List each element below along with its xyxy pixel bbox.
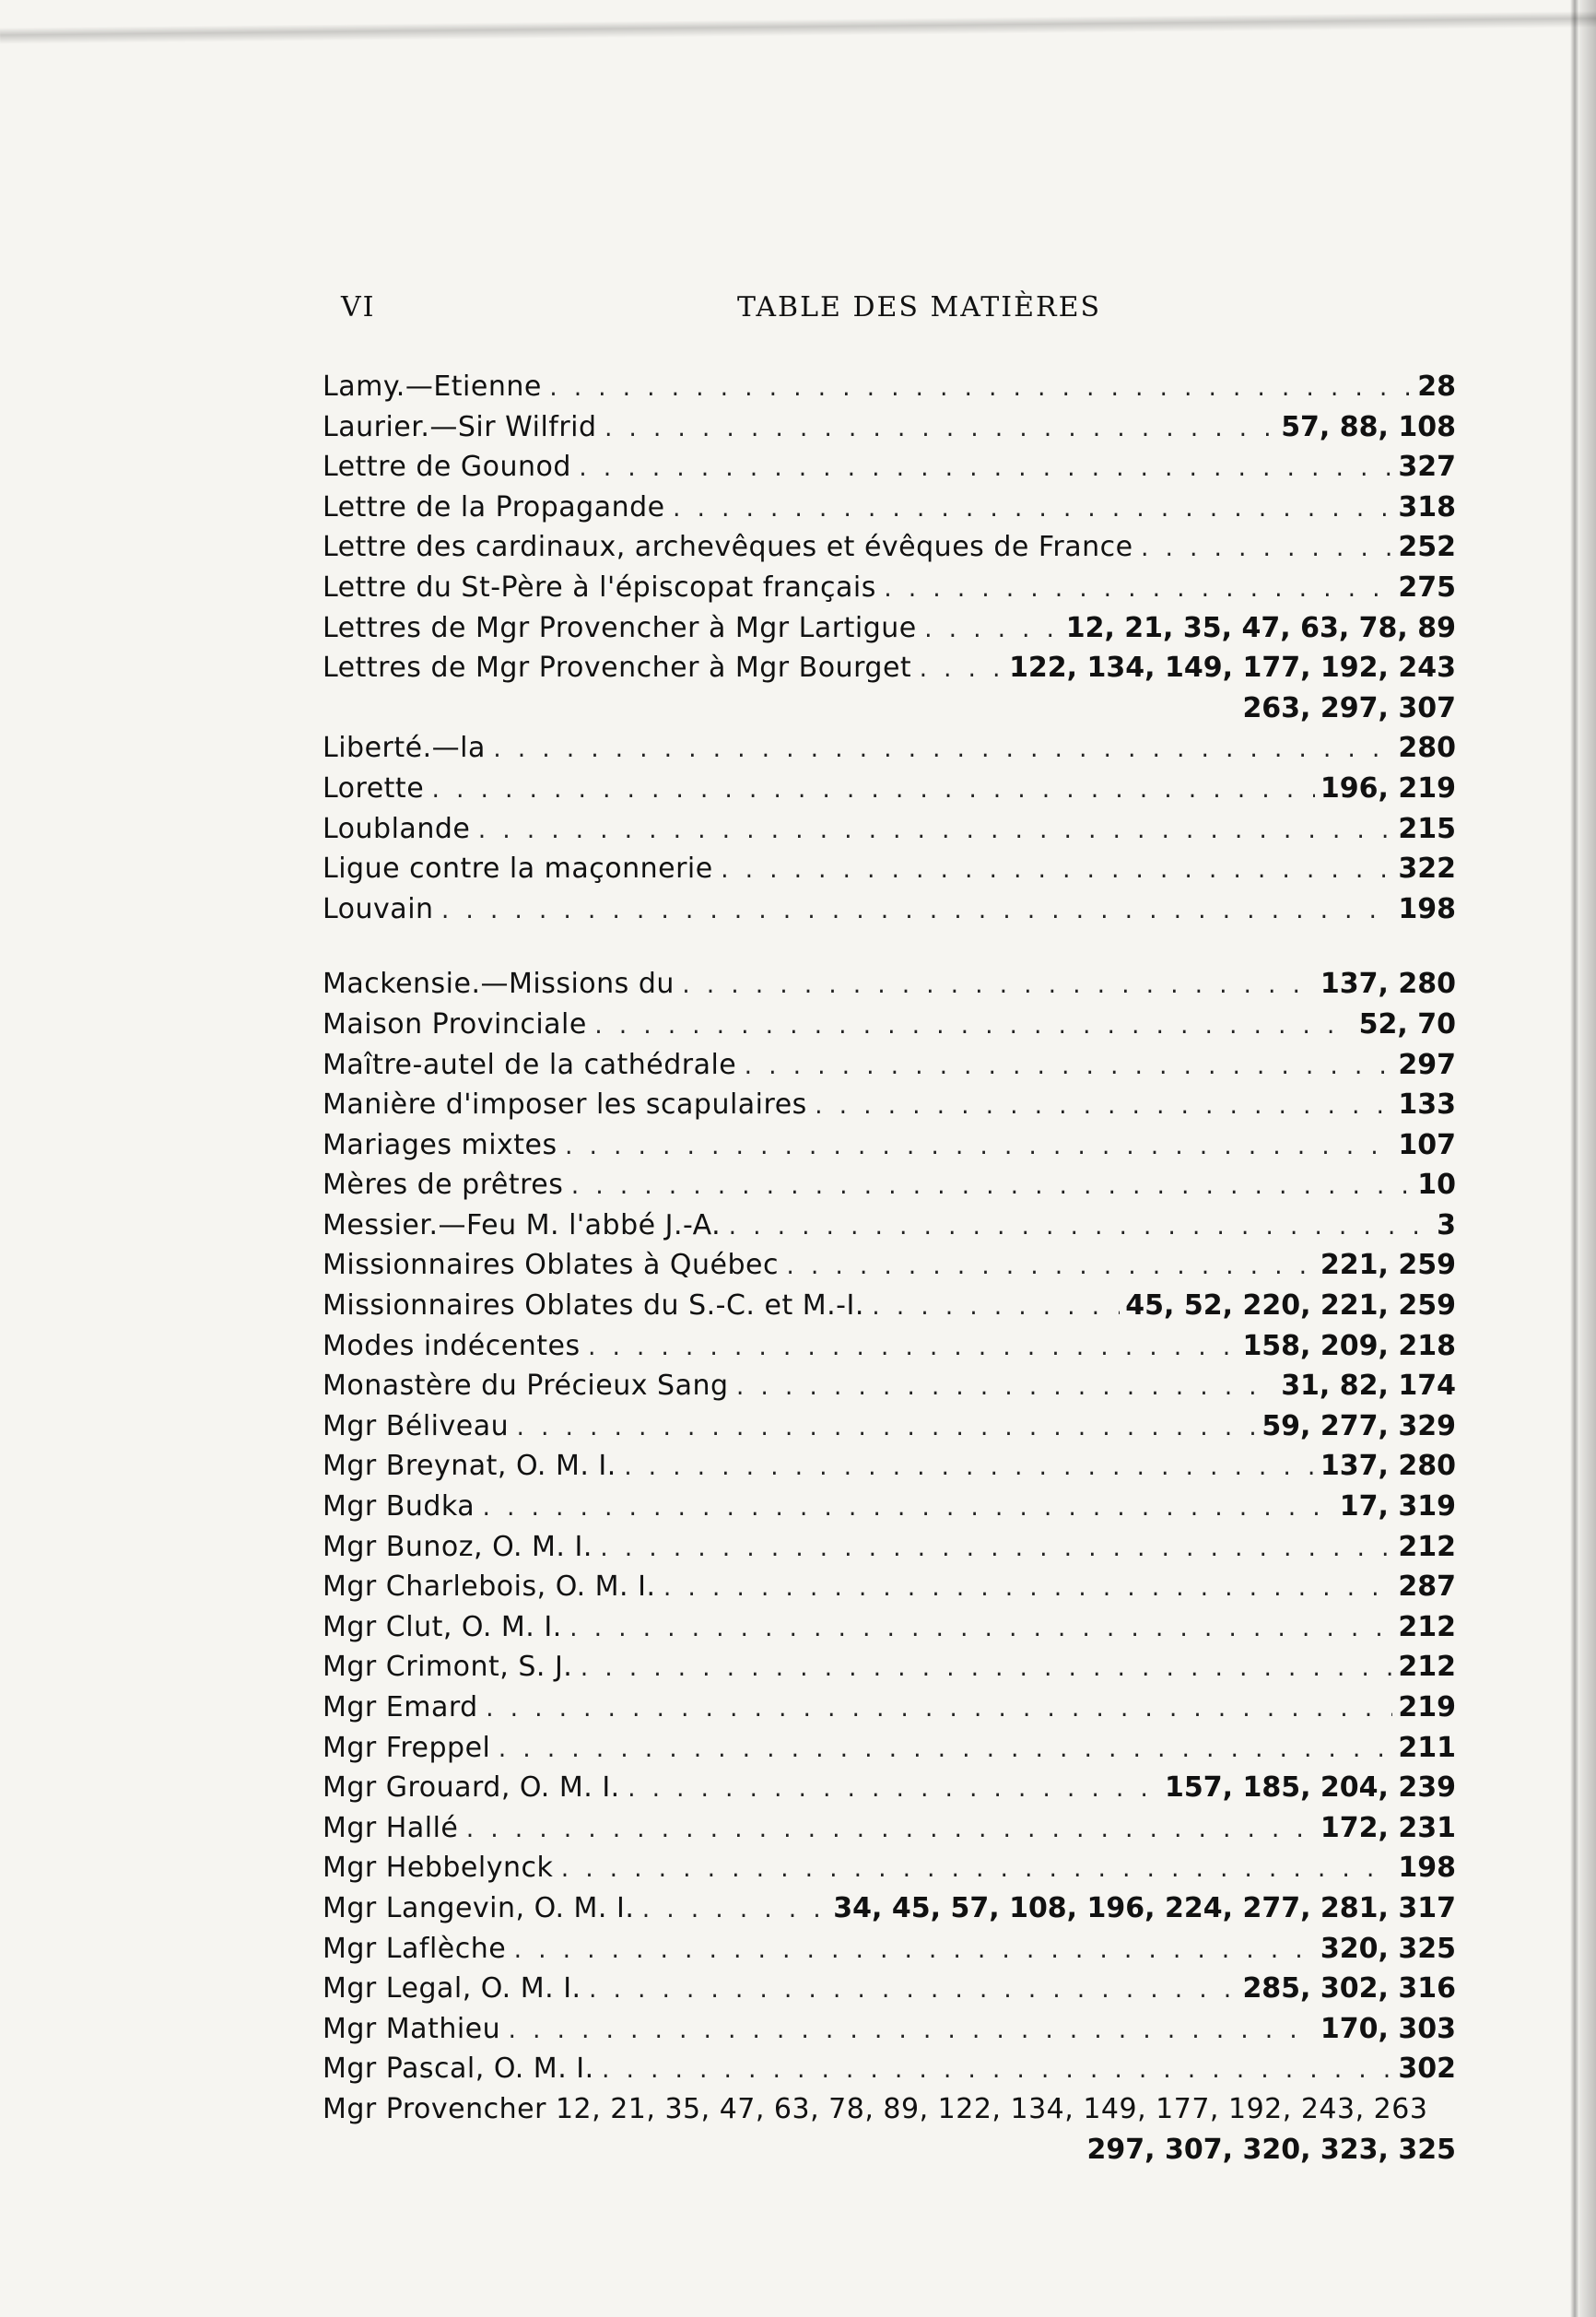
page-references: 287 bbox=[1398, 1570, 1456, 1604]
index-entry bbox=[323, 728, 1456, 769]
index-term: Missionnaires Oblates à Québec bbox=[323, 1249, 779, 1282]
page-references: 212 bbox=[1398, 1530, 1456, 1563]
index-term: Mgr Béliveau bbox=[323, 1409, 510, 1442]
index-entry bbox=[323, 1326, 1456, 1367]
index-term: Mgr Bunoz, O. M. I. bbox=[323, 1530, 593, 1563]
index-entry bbox=[323, 1366, 1456, 1406]
page-references: 212 bbox=[1398, 1610, 1456, 1643]
page-references: 3 bbox=[1437, 1208, 1456, 1241]
index-term: Mgr Hebbelynck bbox=[323, 1852, 554, 1885]
dot-leader bbox=[626, 1770, 1159, 1808]
dot-leader bbox=[598, 1530, 1392, 1568]
index-term: Mgr Emard bbox=[323, 1691, 478, 1723]
dot-leader bbox=[484, 1690, 1393, 1728]
index-entry bbox=[323, 2049, 1456, 2089]
index-entry bbox=[323, 447, 1456, 488]
dot-leader bbox=[1139, 530, 1393, 568]
page-references: 320, 325 bbox=[1320, 1932, 1456, 1965]
index-entry bbox=[323, 1085, 1456, 1125]
page-references: 31, 82, 174 bbox=[1281, 1370, 1456, 1403]
index-entry bbox=[323, 1527, 1456, 1568]
index-entry bbox=[323, 1969, 1456, 2009]
dot-leader bbox=[568, 1610, 1393, 1648]
page-references: 297, 307, 320, 323, 325 bbox=[1086, 2133, 1456, 2166]
page-references: 212 bbox=[1398, 1651, 1456, 1684]
dot-leader bbox=[719, 852, 1393, 889]
page-references: 302 bbox=[1398, 2052, 1456, 2086]
index-entry bbox=[323, 1848, 1456, 1888]
dot-leader bbox=[587, 1971, 1238, 2009]
index-entry bbox=[323, 1245, 1456, 1286]
page-references: 297 bbox=[1398, 1048, 1456, 1081]
index-term: Mgr Mathieu bbox=[323, 2012, 501, 2045]
page-references: 318 bbox=[1398, 490, 1456, 523]
index-term: Loublande bbox=[323, 812, 471, 845]
page-references: 198 bbox=[1398, 1852, 1456, 1885]
dot-leader bbox=[563, 1128, 1393, 1166]
index-term: Ligue contre la maçonnerie bbox=[323, 853, 713, 886]
index-term: Lettres de Mgr Provencher à Mgr Lartigue bbox=[323, 611, 917, 644]
dot-leader bbox=[491, 731, 1393, 769]
dot-leader bbox=[680, 967, 1315, 1005]
page-references: 252 bbox=[1398, 531, 1456, 564]
page-references: 137, 280 bbox=[1320, 1450, 1456, 1483]
index-term: Monastère du Précieux Sang bbox=[323, 1370, 729, 1403]
index-term: Modes indécentes bbox=[323, 1329, 581, 1362]
page-references: 133 bbox=[1398, 1088, 1456, 1122]
index-entry bbox=[323, 1688, 1456, 1728]
dot-leader bbox=[577, 450, 1392, 488]
page-title: TABLE DES MATIÈRES bbox=[737, 291, 1102, 323]
page-references: 285, 302, 316 bbox=[1242, 1972, 1456, 2005]
index-term: Mackensie.—Missions du bbox=[323, 968, 675, 1001]
index-entry bbox=[323, 1888, 1456, 1929]
running-head bbox=[341, 291, 1447, 328]
page-references: 322 bbox=[1398, 853, 1456, 886]
index-term: Louvain bbox=[323, 892, 434, 925]
index-entry bbox=[323, 1487, 1456, 1527]
index-entry bbox=[323, 1125, 1456, 1166]
index-entry bbox=[323, 889, 1456, 930]
index-entry bbox=[323, 1808, 1456, 1849]
index-entry bbox=[323, 1647, 1456, 1688]
index-term: Mgr Grouard, O. M. I. bbox=[323, 1771, 620, 1805]
index-term: Mgr Hallé bbox=[323, 1811, 459, 1844]
dot-leader bbox=[734, 1369, 1276, 1406]
index-term: Lettre des cardinaux, archevêques et évêques de France bbox=[323, 531, 1133, 564]
page-references: 34, 45, 57, 108, 196, 224, 277, 281, 317 bbox=[833, 1891, 1456, 1924]
index-entry bbox=[323, 2089, 1456, 2130]
index-entry bbox=[323, 769, 1456, 809]
index-term: Mgr Crimont, S. J. bbox=[323, 1651, 573, 1684]
page-folio: VI bbox=[341, 291, 376, 323]
index-term: Mgr Freppel bbox=[323, 1731, 491, 1764]
dot-leader bbox=[475, 812, 1392, 850]
index-list bbox=[323, 367, 1456, 2170]
index-entry bbox=[323, 407, 1456, 448]
dot-leader bbox=[506, 2012, 1315, 2050]
page-references: 57, 88, 108 bbox=[1281, 410, 1456, 443]
index-entry bbox=[323, 1165, 1456, 1206]
page-references: 172, 231 bbox=[1320, 1811, 1456, 1844]
page-references: 219 bbox=[1398, 1691, 1456, 1723]
page-references: 107 bbox=[1398, 1128, 1456, 1161]
index-term: Manière d'imposer les scapulaires bbox=[323, 1088, 807, 1122]
page-references: 215 bbox=[1398, 812, 1456, 845]
index-entry bbox=[323, 1045, 1456, 1086]
page-references: 52, 70 bbox=[1358, 1007, 1456, 1041]
dot-leader bbox=[917, 651, 1003, 688]
index-term: Maître-autel de la cathédrale bbox=[323, 1048, 737, 1081]
index-term: Mgr Legal, O. M. I. bbox=[323, 1972, 581, 2005]
dot-leader bbox=[514, 1409, 1256, 1447]
page-references: 17, 319 bbox=[1339, 1490, 1456, 1523]
page-references: 275 bbox=[1398, 570, 1456, 604]
page-references: 137, 280 bbox=[1320, 968, 1456, 1001]
index-entry bbox=[323, 1728, 1456, 1769]
index-term: Mgr Langevin, O. M. I. bbox=[323, 1891, 635, 1924]
index-term: Mgr Charlebois, O. M. I. bbox=[323, 1570, 656, 1604]
index-term: Lettre du St-Père à l'épiscopat français bbox=[323, 570, 876, 604]
index-term: Mères de prêtres bbox=[323, 1169, 564, 1202]
index-term: Mariages mixtes bbox=[323, 1128, 557, 1161]
dot-leader bbox=[547, 370, 1412, 407]
dot-leader bbox=[480, 1489, 1334, 1527]
index-term: Messier.—Feu M. l'abbé J.-A. bbox=[323, 1208, 722, 1241]
page-references: 59, 277, 329 bbox=[1262, 1409, 1456, 1442]
page-references: 28 bbox=[1417, 370, 1456, 403]
index-entry bbox=[323, 367, 1456, 407]
page-references: 327 bbox=[1398, 451, 1456, 484]
dot-leader bbox=[640, 1891, 827, 1929]
index-term: Laurier.—Sir Wilfrid bbox=[323, 410, 597, 443]
page-references: 10 bbox=[1417, 1169, 1456, 1202]
page-references: 221, 259 bbox=[1320, 1249, 1456, 1282]
index-entry bbox=[323, 1567, 1456, 1607]
index-term: Mgr Breynat, O. M. I. bbox=[323, 1450, 616, 1483]
dot-leader bbox=[464, 1811, 1315, 1849]
dot-leader bbox=[742, 1048, 1392, 1086]
index-term: Maison Provinciale bbox=[323, 1007, 587, 1041]
dot-leader bbox=[578, 1650, 1392, 1688]
dot-leader bbox=[784, 1248, 1315, 1286]
dot-leader bbox=[922, 611, 1061, 649]
index-entry bbox=[323, 964, 1456, 1005]
index-term: Missionnaires Oblates du S.-C. et M.-I. bbox=[323, 1289, 864, 1323]
dot-leader bbox=[603, 410, 1276, 448]
index-entry bbox=[323, 1607, 1456, 1648]
group-separator bbox=[323, 929, 1456, 964]
index-entry bbox=[323, 527, 1456, 568]
index-entry bbox=[323, 1206, 1456, 1246]
index-entry bbox=[323, 568, 1456, 608]
index-term: Lorette bbox=[323, 771, 425, 805]
index-term: Liberté.—la bbox=[323, 732, 486, 765]
index-entry bbox=[323, 1929, 1456, 1970]
dot-leader bbox=[870, 1288, 1120, 1326]
dot-leader bbox=[882, 570, 1392, 608]
page-references: 196, 219 bbox=[1320, 771, 1456, 805]
dot-leader bbox=[662, 1570, 1393, 1607]
index-entry bbox=[323, 1446, 1456, 1487]
index-entry bbox=[323, 849, 1456, 889]
page-references: 211 bbox=[1398, 1731, 1456, 1764]
index-term: Lettres de Mgr Provencher à Mgr Bourget bbox=[323, 652, 912, 685]
index-term: Mgr Budka bbox=[323, 1490, 475, 1523]
index-entry bbox=[323, 1005, 1456, 1045]
index-entry-continuation bbox=[323, 688, 1456, 729]
page-references: 122, 134, 149, 177, 192, 243 bbox=[1009, 652, 1456, 685]
index-term: Lamy.—Etienne bbox=[323, 370, 542, 403]
dot-leader bbox=[511, 1932, 1315, 1970]
index-term: Mgr Provencher 12, 21, 35, 47, 63, 78, 89, 122, 134, 149, 177, 192, 243, 263 bbox=[323, 2092, 1428, 2125]
index-entry bbox=[323, 1768, 1456, 1808]
index-entry bbox=[323, 809, 1456, 850]
dot-leader bbox=[558, 1851, 1392, 1888]
index-entry bbox=[323, 648, 1456, 688]
dot-leader bbox=[429, 771, 1315, 809]
dot-leader bbox=[622, 1449, 1315, 1487]
dot-leader bbox=[496, 1731, 1392, 1769]
index-term: Mgr Laflèche bbox=[323, 1932, 507, 1965]
index-entry-continuation bbox=[323, 2130, 1456, 2170]
dot-leader bbox=[726, 1208, 1431, 1246]
page-references: 198 bbox=[1398, 892, 1456, 925]
dot-leader bbox=[586, 1329, 1238, 1367]
index-entry bbox=[323, 1286, 1456, 1326]
index-term: Lettre de la Propagande bbox=[323, 490, 665, 523]
page-references: 158, 209, 218 bbox=[1242, 1329, 1456, 1362]
index-entry bbox=[323, 608, 1456, 649]
index-term: Mgr Pascal, O. M. I. bbox=[323, 2052, 594, 2086]
index-entry bbox=[323, 2009, 1456, 2050]
dot-leader bbox=[569, 1168, 1412, 1206]
dot-leader bbox=[440, 892, 1393, 930]
page-references: 12, 21, 35, 47, 63, 78, 89 bbox=[1065, 611, 1456, 644]
index-term: Lettre de Gounod bbox=[323, 451, 571, 484]
dot-leader bbox=[593, 1007, 1354, 1045]
index-entry bbox=[323, 488, 1456, 528]
page-references: 280 bbox=[1398, 732, 1456, 765]
dot-leader bbox=[671, 490, 1393, 528]
page-references: 157, 185, 204, 239 bbox=[1164, 1771, 1456, 1805]
index-term: Mgr Clut, O. M. I. bbox=[323, 1610, 562, 1643]
page-references: 45, 52, 220, 221, 259 bbox=[1125, 1289, 1456, 1323]
dot-leader bbox=[813, 1088, 1393, 1125]
index-entry bbox=[323, 1406, 1456, 1447]
page-references: 170, 303 bbox=[1320, 2012, 1456, 2045]
page-references: 263, 297, 307 bbox=[1242, 691, 1456, 724]
dot-leader bbox=[600, 2052, 1393, 2089]
